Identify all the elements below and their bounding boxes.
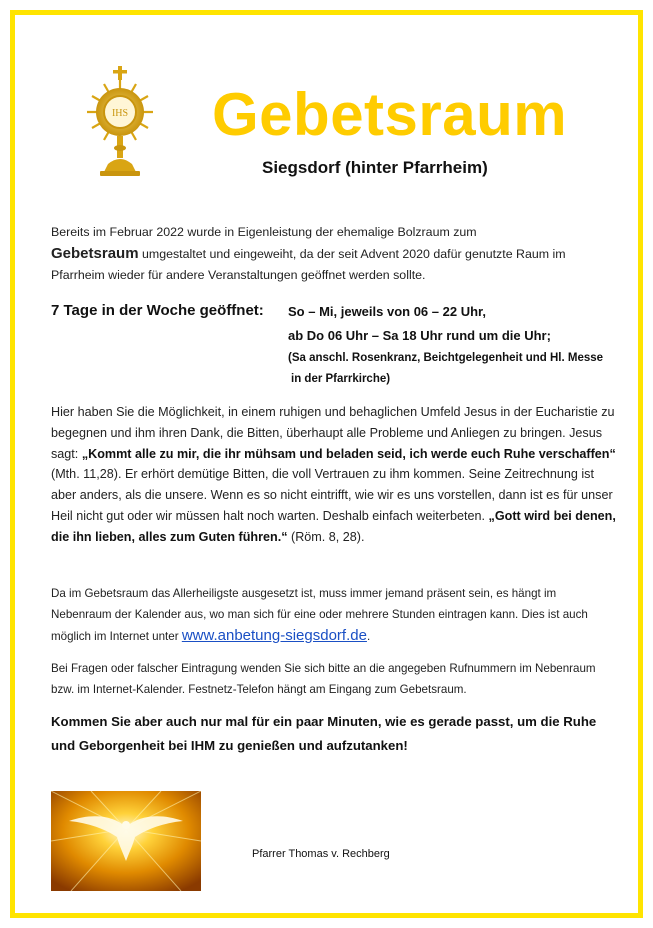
- monstrance-monogram: IHS: [111, 108, 129, 119]
- bible-quote-1: „Kommt alle zu mir, die ihr mühsam und beladen seid, ich werde euch Ruhe verschaffen“: [81, 446, 616, 461]
- body-text-3: (Röm. 8, 28).: [287, 529, 365, 544]
- opening-hours-note-1: (Sa anschl. Rosenkranz, Beichtgelegenheit und Hl. Messe: [288, 352, 604, 364]
- page-title: Gebetsraum: [212, 81, 568, 148]
- intro-text-1: Bereits im Februar 2022 wurde in Eigenleistung der ehemalige Bolzraum zum: [51, 225, 477, 239]
- opening-hours-line-2: ab Do 06 Uhr – Sa 18 Uhr rund um die Uhr;: [288, 328, 551, 343]
- bible-quote-2: „Gott wird bei denen, die ihn lieben, alles zum Guten führen.“: [51, 508, 616, 544]
- calendar-text: Da im Gebetsraum das Allerheiligste ausgesetzt ist, muss immer jemand präsent sein, es hängt im Nebenraum der Kalender aus, wo man sich für eine oder mehrere Stunden eintragen kann. Dies ist auch möglich im Internet unter: [51, 587, 588, 643]
- opening-hours-note-2: in der Pfarrkirche): [291, 373, 391, 385]
- monstrance-icon: [86, 66, 154, 178]
- opening-hours-label: 7 Tage in der Woche geöffnet:: [51, 302, 264, 319]
- page-subtitle: Siegsdorf (hinter Pfarrheim): [262, 158, 488, 177]
- opening-hours-line-1: So – Mi, jeweils von 06 – 22 Uhr,: [288, 304, 486, 319]
- questions-paragraph: Bei Fragen oder falscher Eintragung wenden Sie sich bitte an die angegeben Rufnummern im Nebenraum bzw. im Internet-Kalender. Festnetz-Telefon hängt am Eingang zum Gebetsraum.: [51, 662, 596, 696]
- body-text-1: Hier haben Sie die Möglichkeit, in einem ruhigen und behaglichen Umfeld Jesus in der Eucharistie zu begegnen und ihm ihren Dank, die Bitten, überhaupt alle Probleme und Anliegen zu bringen. Jesus sagt:: [51, 405, 615, 461]
- body-paragraph: [51, 402, 616, 548]
- body-text-2: (Mth. 11,28). Er erhört demütige Bitten, die voll Vertrauen zu ihm kommen. Seine Zeitrechnung ist aber anders, als die unsere. Wenn es so nicht eintrifft, wie wir es uns vorstellen, dann ist es für unser Heil nicht gut oder wir müssen halt noch warten. Deshalb einfach weiterbeten.: [51, 467, 613, 523]
- calendar-paragraph: [51, 583, 616, 647]
- holy-spirit-dove-image: [51, 791, 201, 891]
- calendar-text-end: .: [366, 630, 371, 643]
- signature: Pfarrer Thomas v. Rechberg: [252, 848, 390, 860]
- intro-paragraph: [51, 222, 616, 286]
- website-link[interactable]: www.anbetung-siegsdorf.de: [181, 627, 367, 644]
- closing-paragraph: Kommen Sie aber auch nur mal für ein paar Minuten, wie es gerade passt, um die Ruhe und Geborgenheit bei IHM zu genießen und aufzutanken!: [51, 714, 597, 753]
- intro-text-2: umgestaltet und eingeweiht, da der seit Advent 2020 dafür genutzte Raum im Pfarrheim wieder für andere Veranstaltungen geöffnet werden sollte.: [51, 247, 566, 282]
- intro-emphasis: Gebetsraum: [51, 245, 139, 262]
